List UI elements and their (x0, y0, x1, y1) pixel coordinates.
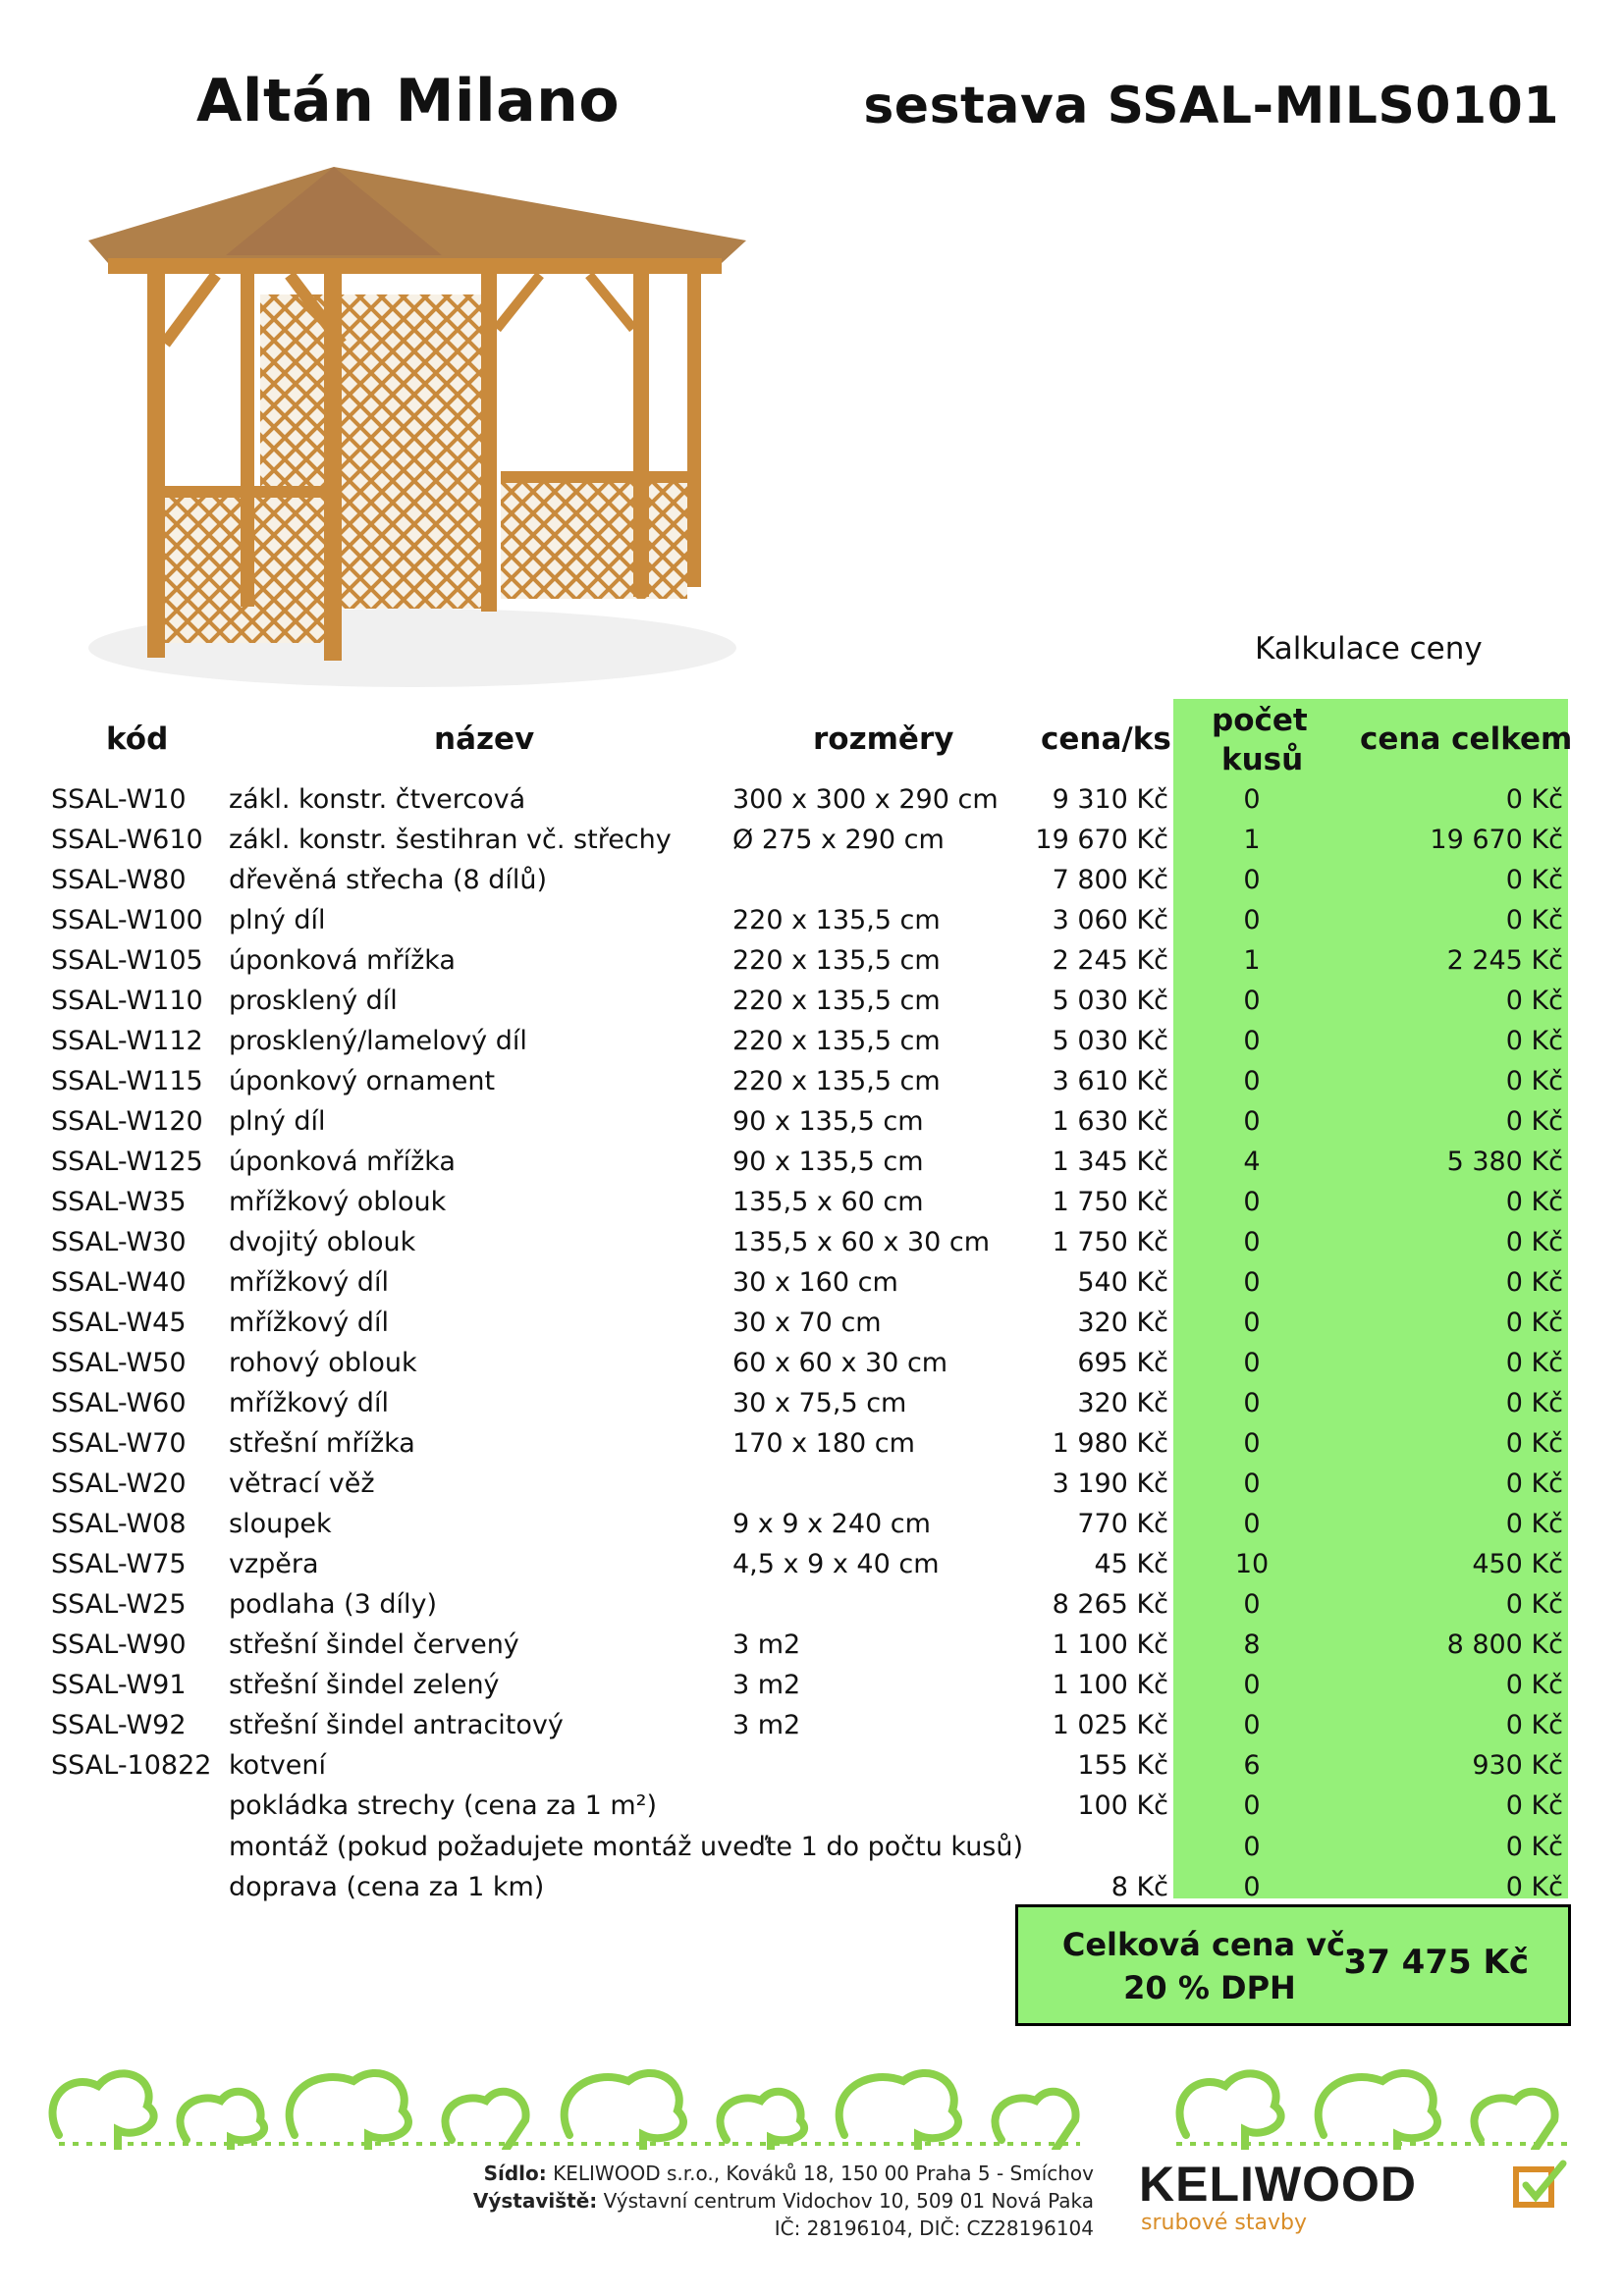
item-total: 0 Kč (1505, 1832, 1563, 1862)
item-name: zákl. konstr. čtvercová (229, 784, 526, 815)
item-dimensions: 220 x 135,5 cm (732, 905, 941, 935)
col-header-code: kód (106, 721, 169, 757)
item-quantity[interactable]: 0 (1243, 1026, 1261, 1056)
item-name: zákl. konstr. šestihran vč. střechy (229, 825, 672, 855)
company-logo: KELIWOOD (1139, 2157, 1417, 2212)
col-header-total: cena celkem (1360, 721, 1573, 757)
item-name: úponková mřížka (229, 1147, 456, 1177)
table-row (0, 1709, 1624, 1749)
item-quantity[interactable]: 0 (1243, 1710, 1261, 1740)
item-quantity[interactable]: 0 (1243, 1790, 1261, 1821)
item-unit-price: 8 Kč (1110, 1872, 1168, 1902)
table-row (0, 1831, 1624, 1871)
item-unit-price: 3 610 Kč (1052, 1066, 1168, 1096)
item-quantity[interactable]: 6 (1243, 1750, 1261, 1781)
table-row (0, 1588, 1624, 1629)
item-quantity[interactable]: 0 (1243, 1308, 1261, 1338)
item-dimensions: 3 m2 (732, 1629, 801, 1660)
item-code: SSAL-W115 (51, 1066, 203, 1096)
grand-total-label (1048, 1923, 1372, 2009)
item-total: 0 Kč (1505, 1187, 1563, 1217)
item-unit-price: 3 060 Kč (1052, 905, 1168, 935)
grand-total-box (1015, 1904, 1571, 2026)
headquarters-address: KELIWOOD s.r.o., Kováků 18, 150 00 Praha 5 - Smíchov (553, 2162, 1094, 2185)
table-row (0, 1266, 1624, 1307)
item-code: SSAL-W70 (51, 1428, 187, 1459)
item-unit-price: 9 310 Kč (1052, 784, 1168, 815)
item-total: 0 Kč (1505, 1106, 1563, 1137)
item-dimensions: 90 x 135,5 cm (732, 1147, 924, 1177)
item-total: 0 Kč (1505, 1227, 1563, 1257)
showroom-label: Výstaviště: (472, 2189, 598, 2213)
item-name: úponková mřížka (229, 945, 456, 976)
item-name: mřížkový díl (229, 1267, 389, 1298)
item-total: 0 Kč (1505, 1428, 1563, 1459)
item-code: SSAL-W60 (51, 1388, 187, 1418)
item-total: 0 Kč (1505, 1872, 1563, 1902)
item-name: střešní mřížka (229, 1428, 415, 1459)
item-total: 0 Kč (1505, 1790, 1563, 1821)
table-row (0, 864, 1624, 904)
item-unit-price: 1 630 Kč (1052, 1106, 1168, 1137)
item-unit-price: 1 750 Kč (1052, 1187, 1168, 1217)
item-dimensions: 9 x 9 x 240 cm (732, 1509, 931, 1539)
item-dimensions: 170 x 180 cm (732, 1428, 915, 1459)
item-quantity[interactable]: 0 (1243, 1468, 1261, 1499)
item-dimensions: 3 m2 (732, 1710, 801, 1740)
item-unit-price: 540 Kč (1077, 1267, 1168, 1298)
item-name: doprava (cena za 1 km) (229, 1872, 545, 1902)
item-quantity[interactable]: 0 (1243, 1348, 1261, 1378)
item-code: SSAL-W125 (51, 1147, 203, 1177)
item-quantity[interactable]: 0 (1243, 1388, 1261, 1418)
item-total: 0 Kč (1505, 1066, 1563, 1096)
gazebo-image (69, 157, 746, 687)
item-total: 0 Kč (1505, 986, 1563, 1016)
item-code: SSAL-W80 (51, 865, 187, 895)
item-quantity[interactable]: 0 (1243, 1832, 1261, 1862)
item-total: 2 245 Kč (1446, 945, 1563, 976)
item-total: 0 Kč (1505, 1026, 1563, 1056)
item-name: dvojitý oblouk (229, 1227, 416, 1257)
item-total: 0 Kč (1505, 865, 1563, 895)
item-unit-price: 5 030 Kč (1052, 986, 1168, 1016)
item-code: SSAL-W35 (51, 1187, 187, 1217)
table-row (0, 1508, 1624, 1548)
table-row (0, 1468, 1624, 1508)
item-unit-price: 770 Kč (1077, 1509, 1168, 1539)
item-quantity[interactable]: 1 (1243, 825, 1261, 855)
item-dimensions: 220 x 135,5 cm (732, 945, 941, 976)
item-dimensions: 30 x 160 cm (732, 1267, 898, 1298)
item-unit-price: 19 670 Kč (1035, 825, 1168, 855)
item-name: plný díl (229, 905, 326, 935)
item-name: prosklený díl (229, 986, 398, 1016)
item-name: sloupek (229, 1509, 332, 1539)
item-dimensions: 135,5 x 60 x 30 cm (732, 1227, 991, 1257)
item-unit-price: 695 Kč (1077, 1348, 1168, 1378)
item-unit-price: 1 025 Kč (1052, 1710, 1168, 1740)
item-code: SSAL-W30 (51, 1227, 187, 1257)
item-unit-price: 155 Kč (1077, 1750, 1168, 1781)
item-quantity[interactable]: 0 (1243, 784, 1261, 815)
item-name: dřevěná střecha (8 dílů) (229, 865, 548, 895)
table-row (0, 944, 1624, 985)
company-ids: IČ: 28196104, DIČ: CZ28196104 (774, 2216, 1094, 2240)
item-code: SSAL-W08 (51, 1509, 187, 1539)
table-row (0, 1427, 1624, 1468)
item-total: 0 Kč (1505, 1589, 1563, 1620)
table-row (0, 1307, 1624, 1347)
item-name: montáž (pokud požadujete montáž uveďte 1 do počtu kusů) (229, 1832, 1024, 1862)
item-unit-price: 1 345 Kč (1052, 1147, 1168, 1177)
item-code: SSAL-W75 (51, 1549, 187, 1579)
item-quantity[interactable]: 0 (1243, 1670, 1261, 1700)
headquarters-label: Sídlo: (483, 2162, 547, 2185)
item-unit-price: 1 750 Kč (1052, 1227, 1168, 1257)
col-header-name: název (434, 721, 535, 757)
item-dimensions: 4,5 x 9 x 40 cm (732, 1549, 940, 1579)
item-unit-price: 45 Kč (1094, 1549, 1168, 1579)
table-row (0, 783, 1624, 824)
item-code: SSAL-10822 (51, 1750, 212, 1781)
item-code: SSAL-W610 (51, 825, 203, 855)
item-dimensions: Ø 275 x 290 cm (732, 825, 945, 855)
item-total: 0 Kč (1505, 1468, 1563, 1499)
item-dimensions: 300 x 300 x 290 cm (732, 784, 999, 815)
item-total: 19 670 Kč (1430, 825, 1563, 855)
item-quantity[interactable]: 10 (1234, 1549, 1270, 1579)
price-calculation-heading: Kalkulace ceny (1255, 631, 1483, 667)
item-quantity[interactable]: 4 (1243, 1147, 1261, 1177)
col-header-unit-price: cena/ks (1041, 721, 1171, 757)
item-total: 0 Kč (1505, 1509, 1563, 1539)
table-row (0, 1387, 1624, 1427)
item-name: podlaha (3 díly) (229, 1589, 438, 1620)
item-unit-price: 1 100 Kč (1052, 1629, 1168, 1660)
item-unit-price: 1 980 Kč (1052, 1428, 1168, 1459)
item-unit-price: 320 Kč (1077, 1388, 1168, 1418)
table-row (0, 1548, 1624, 1588)
item-quantity[interactable]: 0 (1243, 1106, 1261, 1137)
item-name: kotvení (229, 1750, 326, 1781)
item-total: 0 Kč (1505, 1267, 1563, 1298)
item-total: 0 Kč (1505, 1670, 1563, 1700)
checkmark-icon (1512, 2160, 1567, 2211)
item-total: 930 Kč (1472, 1750, 1563, 1781)
item-name: rohový oblouk (229, 1348, 417, 1378)
item-unit-price: 2 245 Kč (1052, 945, 1168, 976)
item-code: SSAL-W50 (51, 1348, 187, 1378)
item-dimensions: 30 x 75,5 cm (732, 1388, 907, 1418)
item-quantity[interactable]: 0 (1243, 1187, 1261, 1217)
item-unit-price: 100 Kč (1077, 1790, 1168, 1821)
price-table (0, 783, 1624, 1911)
item-quantity[interactable]: 0 (1243, 1589, 1261, 1620)
item-name: plný díl (229, 1106, 326, 1137)
item-code: SSAL-W45 (51, 1308, 187, 1338)
table-row (0, 1025, 1624, 1065)
table-row (0, 1629, 1624, 1669)
item-code: SSAL-W25 (51, 1589, 187, 1620)
item-code: SSAL-W120 (51, 1106, 203, 1137)
item-code: SSAL-W110 (51, 986, 203, 1016)
grand-total-label-line2: 20 % DPH (1123, 1969, 1296, 2006)
item-dimensions: 90 x 135,5 cm (732, 1106, 924, 1137)
item-name: vzpěra (229, 1549, 319, 1579)
item-quantity[interactable]: 0 (1243, 1066, 1261, 1096)
table-row (0, 1226, 1624, 1266)
company-contact (473, 2160, 1094, 2242)
item-total: 0 Kč (1505, 905, 1563, 935)
item-quantity[interactable]: 0 (1243, 1267, 1261, 1298)
item-code: SSAL-W100 (51, 905, 203, 935)
item-dimensions: 60 x 60 x 30 cm (732, 1348, 948, 1378)
table-row (0, 1347, 1624, 1387)
item-quantity[interactable]: 0 (1243, 1872, 1261, 1902)
item-total: 0 Kč (1505, 1308, 1563, 1338)
item-quantity[interactable]: 0 (1243, 1509, 1261, 1539)
item-unit-price: 7 800 Kč (1052, 865, 1168, 895)
item-name: střešní šindel zelený (229, 1670, 500, 1700)
item-code: SSAL-W91 (51, 1670, 187, 1700)
item-name: pokládka strechy (cena za 1 m²) (229, 1790, 658, 1821)
item-name: střešní šindel antracitový (229, 1710, 564, 1740)
showroom-address: Výstavní centrum Vidochov 10, 509 01 Nová Paka (603, 2189, 1094, 2213)
item-total: 8 800 Kč (1446, 1629, 1563, 1660)
item-code: SSAL-W90 (51, 1629, 187, 1660)
item-code: SSAL-W92 (51, 1710, 187, 1740)
item-code: SSAL-W105 (51, 945, 203, 976)
item-name: mřížkový díl (229, 1308, 389, 1338)
item-quantity[interactable]: 0 (1243, 905, 1261, 935)
logo-tree-decoration (1166, 2042, 1579, 2150)
item-total: 0 Kč (1505, 784, 1563, 815)
item-code: SSAL-W20 (51, 1468, 187, 1499)
item-total: 0 Kč (1505, 1388, 1563, 1418)
table-row (0, 1669, 1624, 1709)
item-dimensions: 3 m2 (732, 1670, 801, 1700)
table-row (0, 1186, 1624, 1226)
table-row (0, 1065, 1624, 1105)
item-dimensions: 135,5 x 60 cm (732, 1187, 924, 1217)
col-header-quantity-line2: kusů (1221, 742, 1304, 777)
item-unit-price: 5 030 Kč (1052, 1026, 1168, 1056)
item-name: mřížkový oblouk (229, 1187, 447, 1217)
item-quantity[interactable]: 0 (1243, 865, 1261, 895)
item-name: mřížkový díl (229, 1388, 389, 1418)
col-header-quantity-line1: počet (1212, 703, 1308, 738)
item-quantity[interactable]: 0 (1243, 986, 1261, 1016)
item-unit-price: 3 190 Kč (1052, 1468, 1168, 1499)
item-name: střešní šindel červený (229, 1629, 519, 1660)
table-row (0, 1105, 1624, 1146)
item-dimensions: 220 x 135,5 cm (732, 986, 941, 1016)
item-name: větrací věž (229, 1468, 375, 1499)
item-unit-price: 1 100 Kč (1052, 1670, 1168, 1700)
company-tagline: srubové stavby (1141, 2211, 1307, 2235)
grand-total-value: 37 475 Kč (1343, 1943, 1529, 1982)
item-quantity[interactable]: 1 (1243, 945, 1261, 976)
item-total: 0 Kč (1505, 1710, 1563, 1740)
item-dimensions: 220 x 135,5 cm (732, 1026, 941, 1056)
item-dimensions: 220 x 135,5 cm (732, 1066, 941, 1096)
table-row (0, 1146, 1624, 1186)
item-quantity[interactable]: 0 (1243, 1227, 1261, 1257)
item-total: 450 Kč (1472, 1549, 1563, 1579)
table-row (0, 1749, 1624, 1789)
item-total: 5 380 Kč (1446, 1147, 1563, 1177)
item-code: SSAL-W112 (51, 1026, 203, 1056)
page-title: Altán Milano (196, 67, 621, 135)
item-name: prosklený/lamelový díl (229, 1026, 527, 1056)
set-code-title: sestava SSAL-MILS0101 (863, 77, 1559, 135)
item-total: 0 Kč (1505, 1348, 1563, 1378)
item-quantity[interactable]: 8 (1243, 1629, 1261, 1660)
table-row (0, 985, 1624, 1025)
item-unit-price: 8 265 Kč (1052, 1589, 1168, 1620)
col-header-dimensions: rozměry (813, 721, 954, 757)
item-code: SSAL-W40 (51, 1267, 187, 1298)
tree-row-decoration (39, 2042, 1100, 2150)
table-row (0, 904, 1624, 944)
item-code: SSAL-W10 (51, 784, 187, 815)
table-row (0, 824, 1624, 864)
item-name: úponkový ornament (229, 1066, 496, 1096)
table-row (0, 1789, 1624, 1831)
item-dimensions: 30 x 70 cm (732, 1308, 882, 1338)
item-quantity[interactable]: 0 (1243, 1428, 1261, 1459)
grand-total-label-line1: Celková cena vč. (1061, 1926, 1358, 1963)
item-unit-price: 320 Kč (1077, 1308, 1168, 1338)
